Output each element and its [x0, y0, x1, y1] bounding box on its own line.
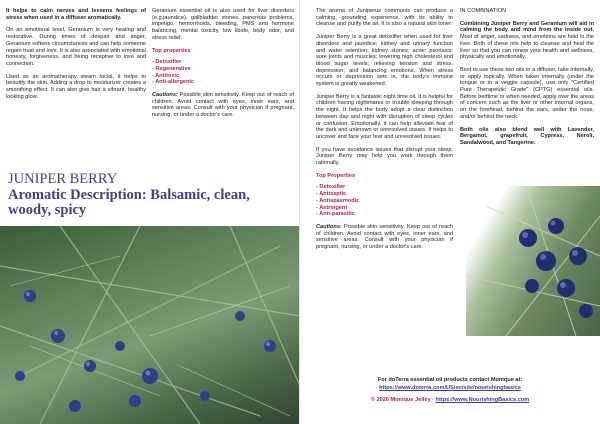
property-item: - Detoxifier	[152, 59, 182, 66]
property-item: - Antitoxic	[152, 72, 180, 79]
combination-blends: Both oils also blend well with Lavender, Bergamot, grapefruit, Cypress, Neroli, Sandalwood, and Tangerine.	[460, 126, 594, 146]
copyright-text: © 2020 Monique Jellёy ·	[370, 397, 436, 403]
juniper-berries-illustration	[466, 186, 600, 336]
juniper-title-line1: JUNIPER BERRY	[8, 171, 118, 187]
geranium-properties-list	[152, 59, 294, 86]
geranium-emotional: On an emotional level, Geranium is very healing and restorative. During times of despair and anger, Geranium softens circumstances and can help someone regain trust and love. It is also associated with emotional honesty, forgiveness, and being receptive to love and connection.	[6, 27, 146, 67]
juniper-aromatic-description: Aromatic Description: Balsamic, clean, woody, spicy	[8, 186, 250, 218]
property-item: - Detoxifier	[316, 184, 346, 191]
combination-intro-rest: Most of anger, sadness, and emotions are held in the liver. Both of these oils help to cleanse and heal the liver so that you can renew your health and wellness, physically and emotionally.	[460, 34, 594, 61]
combination-intro	[460, 21, 594, 61]
juniper-properties-list	[316, 184, 453, 218]
property-item: - Anti-parasitic	[316, 211, 355, 218]
geranium-uses: Geranium essential oil is also used for liver disorders (e.g.jaundice), gallbladder stones, pancreas problems, impetigo, hemorrhoids, bleeding, PMS and hormone balancing, mental toxicity, low libido, body odor, and stress relief.	[152, 8, 294, 41]
doterra-link[interactable]: https://www.doterra.com/US/en/site/nourishingbasics	[379, 385, 521, 391]
right-column-1	[316, 8, 453, 257]
combination-intro-bold: Combining Juniper Berry and Geranium will aid in calming the body and mind from the inside out.	[460, 20, 594, 34]
juniper-avoidance: If you have avoidance issues that disrupt your sleep, Juniper Berry may help you work through them rationally.	[316, 146, 453, 167]
juniper-properties-heading: Top Properties	[316, 172, 356, 179]
property-item: - Antiseptic	[316, 191, 347, 198]
contact-footer	[300, 376, 600, 404]
juniper-cautions	[316, 224, 453, 251]
juniper-title	[8, 172, 296, 219]
left-column-2	[152, 8, 294, 125]
contact-line: For doTerra essential oil products contact Monique at:	[377, 377, 523, 383]
cautions-label: Cautions:	[152, 92, 178, 99]
combination-heading: IN COMBINATION	[460, 8, 507, 14]
juniper-branch-photo	[0, 226, 300, 424]
geranium-skin: Used as an aromatherapy steam facial, it helps to beautify the skin. Adding a drop to moisturizer creates a smoothing effect. It can also give hair a vibrant, healthy looking glow.	[6, 73, 146, 100]
property-item: - Antispasmodic	[316, 197, 360, 204]
right-page	[300, 0, 600, 424]
cautions-label: Cautions:	[316, 223, 342, 230]
copyright-line	[300, 396, 600, 404]
property-item: - Anti-allergenic	[152, 79, 195, 86]
left-column-1	[6, 8, 146, 106]
property-item: - Regenerative	[152, 65, 191, 72]
combination-usage: Best to use these two oils in a diffuser, take internally, or apply topically. When taken internally (under the tongue or in a veggie capsule), use only "Certified Pure Therapeutic Grade" (CPTG) essential oils. Before bedtime or when needed, apply over the areas of concern such as the liver or other internal organs, on the forehead, behind the ears, under the nose, and/or behind the neck.	[460, 66, 594, 120]
property-item: - Astringent	[316, 204, 348, 211]
juniper-detox: Juniper Berry is a great detoxifier when used for liver disorders and jaundice; kidney and urinary function and water retention; kidney stones; acne; psoriasis; sore joints and muscles; lowering high cholesterol and blood sugar levels; relieving tension and stress, depression; and balancing emotions. When stress occurs or depression sets in, the body's immune system is greatly weakened.	[316, 34, 453, 88]
cautions-text: Possible skin sensitivity. Keep out of reach of children. Avoid contact with eyes, inner ears, and sensitive areas. Consult with your physician if pregnant, nursing, or under a doctor's care.	[316, 223, 453, 251]
juniper-aroma: The aroma of Juniperus communis can produce a calming, grounding experience, with its ability to cleanse and purify the air. It is also a natural skin toner.	[316, 8, 453, 28]
right-column-2	[460, 8, 594, 153]
geranium-cautions	[152, 92, 294, 119]
juniper-night: Juniper Berry is a fantastic night time oil. It is helpful for children having nightmares or trouble sleeping through the night. It helps the body adopt a clear distinction between day and night with disruption of sleep cycles or confusion. Emotionally, it can help alleviate fear of the dark and unknown or unresolved issues. It helps to uncover and face your fear and unresolved issues.	[316, 93, 453, 140]
juniper-branch-illustration	[0, 226, 300, 424]
nourishingbasics-link[interactable]: https://www.NourishingBasics.com	[435, 397, 530, 403]
juniper-berries-photo	[466, 186, 600, 336]
geranium-intro: It helps to calm nerves and lessens feelings of stress when used in a diffuser aromatically.	[6, 8, 146, 21]
geranium-properties-heading: Top properties	[152, 47, 191, 54]
cautions-text: Possible skin sensitivity. Keep out of reach of children. Avoid contact with eyes, inner ears, and sensitive areas. Consult with your physician if pregnant, nursing, or under a doctor's care.	[152, 92, 294, 119]
